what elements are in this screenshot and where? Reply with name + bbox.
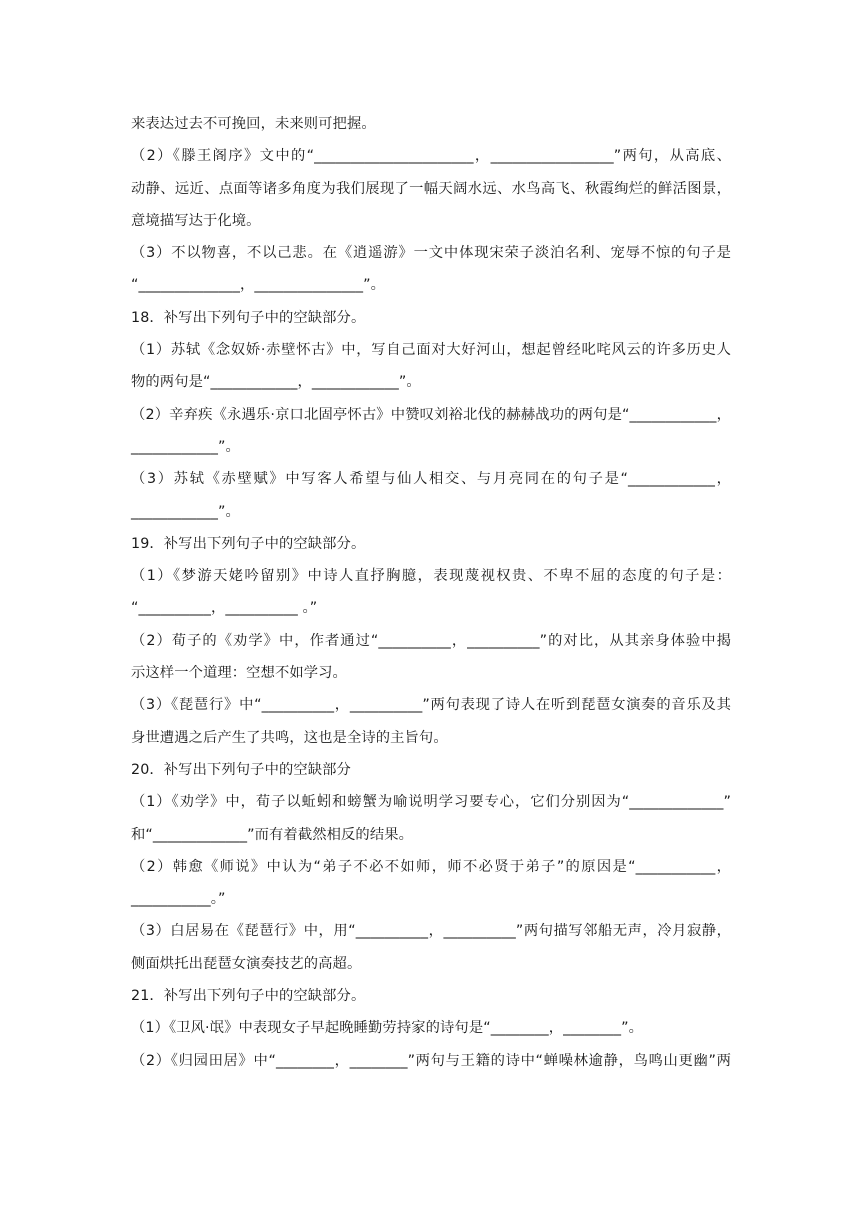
text-line: （3）《琵琶行》中“__________，__________”两句表现了诗人在听到琵琶女演奏的音乐及其 xyxy=(131,697,731,714)
text-line: 示这样一个道理：空想不如学习。 xyxy=(131,665,347,682)
text-line: “______________，_______________”。 xyxy=(131,277,386,294)
text-line: 物的两句是“____________，____________”。 xyxy=(131,374,421,391)
text-line: （3）白居易在《琵琶行》中，用“__________，__________”两句描写邻船无声，冷月寂静， xyxy=(131,923,731,940)
text-line: （1）苏轼《念奴娇·赤壁怀古》中，写自己面对大好河山，想起曾经叱咤风云的许多历史人 xyxy=(131,342,731,359)
text-line: 来表达过去不可挽回，未来则可把握。 xyxy=(131,116,376,132)
question-heading: 18．补写出下列句子中的空缺部分。 xyxy=(131,309,366,326)
text-line: （2）荀子的《劝学》中，作者通过“__________，__________”的对比，从其亲身体验中揭 xyxy=(131,632,731,649)
text-line: （2）辛弃疾《永遇乐·京口北固亭怀古》中赞叹刘裕北伐的赫赫战功的两句是“____________， xyxy=(131,406,731,423)
text-line: （1）《卫风·氓》中表现女子早起晚睡勤劳持家的诗句是“________，________”。 xyxy=(131,1020,643,1037)
text-line: （3）苏轼《赤壁赋》中写客人希望与仙人相交、与月亮同在的句子是“____________， xyxy=(131,471,731,488)
text-line: ____________”。 xyxy=(131,503,240,520)
text-line: “__________，__________ 。” xyxy=(131,600,318,617)
text-line: 和“_____________”而有着截然相反的结果。 xyxy=(131,826,414,843)
text-line: （2）《归园田居》中“________，________”两句与王籍的诗中“蝉噪林逾静，鸟鸣山更幽”两 xyxy=(131,1052,731,1069)
text-line: （3）不以物喜，不以己悲。在《逍遥游》一文中体现宋荣子淡泊名利、宠辱不惊的句子是 xyxy=(131,245,731,262)
document-body xyxy=(131,108,731,1077)
text-line: 身世遭遇之后产生了共鸣，这也是全诗的主旨句。 xyxy=(131,729,448,746)
text-line: （2）韩愈《师说》中认为“弟子不必不如师，师不必贤于弟子”的原因是“___________， xyxy=(131,858,731,875)
text-line: 侧面烘托出琵琶女演奏技艺的高超。 xyxy=(131,955,362,972)
question-heading: 20．补写出下列句子中的空缺部分 xyxy=(131,761,351,778)
question-heading: 19．补写出下列句子中的空缺部分。 xyxy=(131,535,366,552)
text-line: （1）《劝学》中，荀子以蚯蚓和螃蟹为喻说明学习要专心，它们分别因为“_____________” xyxy=(131,794,731,811)
text-line: ___________。” xyxy=(131,891,226,908)
text-line: 动静、远近、点面等诸多角度为我们展现了一幅天阔水远、水鸟高飞、秋霞绚烂的鲜活图景， xyxy=(131,180,731,197)
question-heading: 21．补写出下列句子中的空缺部分。 xyxy=(131,988,366,1005)
text-line: （1）《梦游天姥吟留别》中诗人直抒胸臆，表现蔑视权贵、不卑不屈的态度的句子是： xyxy=(131,568,731,585)
text-line: 意境描写达于化境。 xyxy=(131,212,261,229)
text-line: ____________”。 xyxy=(131,438,240,455)
text-line: （2）《滕王阁序》文中的“______________________，_________________”两句，从高底、 xyxy=(131,148,731,165)
